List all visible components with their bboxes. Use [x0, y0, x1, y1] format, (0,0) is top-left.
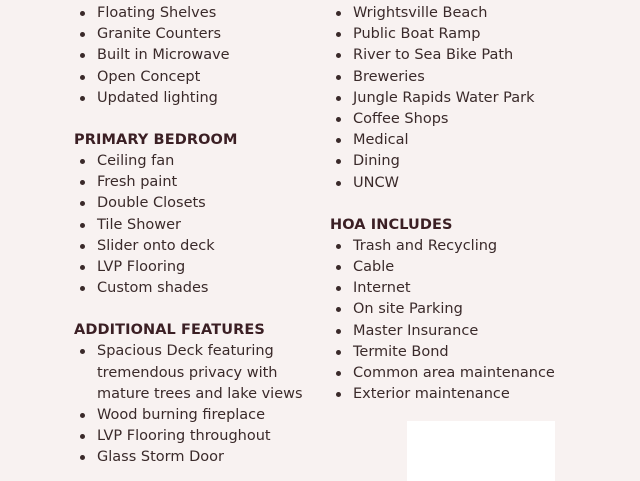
list-item: [97, 341, 324, 405]
list-item: [97, 45, 324, 66]
list-item: [353, 67, 580, 88]
nearby-amenities-list: [330, 3, 580, 194]
list-item-label: Internet: [353, 280, 411, 297]
bullet-icon: [336, 307, 341, 312]
list-item-label: Exterior maintenance: [353, 386, 510, 403]
bullet-icon: [80, 413, 85, 418]
list-item: [97, 257, 324, 278]
list-item-label: Trash and Recycling: [353, 237, 498, 254]
white-panel: [407, 421, 555, 481]
list-item: [353, 363, 580, 384]
list-item: [97, 447, 324, 468]
list-item: [97, 426, 324, 447]
list-item: [353, 257, 580, 278]
list-item-label: Granite Counters: [97, 26, 222, 43]
list-item-label: On site Parking: [353, 301, 463, 318]
list-item-label: Master Insurance: [353, 322, 479, 339]
bullet-icon: [336, 244, 341, 249]
bullet-icon: [336, 392, 341, 397]
bullet-icon: [80, 32, 85, 37]
primary-bedroom-heading: PRIMARY BEDROOM: [74, 132, 238, 149]
list-item-label: Wrightsville Beach: [353, 5, 488, 21]
bullet-icon: [80, 159, 85, 164]
bullet-icon: [80, 265, 85, 270]
bullet-icon: [80, 96, 85, 101]
list-item: [353, 278, 580, 299]
additional-features-list: [74, 341, 324, 468]
additional-features-heading: ADDITIONAL FEATURES: [74, 322, 265, 339]
list-item-label: Cable: [353, 259, 395, 276]
hoa-includes-list: [330, 236, 580, 406]
bullet-icon: [336, 350, 341, 355]
list-item: [97, 24, 324, 45]
bullet-icon: [336, 371, 341, 376]
bullet-icon: [336, 117, 341, 122]
list-item: [97, 3, 324, 24]
bullet-icon: [80, 223, 85, 228]
list-item: [353, 45, 580, 66]
list-item-label: LVP Flooring throughout: [97, 428, 271, 445]
bullet-icon: [80, 75, 85, 80]
list-item: [97, 67, 324, 88]
list-item-label: Fresh paint: [97, 174, 178, 191]
list-item: [353, 130, 580, 151]
list-item-label: Spacious Deck featuring tremendous privacy with mature trees and lake views: [97, 343, 303, 402]
list-item: [353, 88, 580, 109]
list-item-label: Tile Shower: [97, 216, 182, 233]
bullet-icon: [80, 244, 85, 249]
bullet-icon: [336, 181, 341, 186]
list-item: [97, 215, 324, 236]
list-item-label: Slider onto deck: [97, 237, 215, 254]
list-item: [97, 151, 324, 172]
list-item: [353, 3, 580, 24]
bullet-icon: [336, 75, 341, 80]
list-item: [353, 109, 580, 130]
list-item: [353, 236, 580, 257]
bullet-icon: [80, 180, 85, 185]
list-item-label: River to Sea Bike Path: [353, 47, 514, 64]
list-item: [353, 342, 580, 363]
list-item: [97, 405, 324, 426]
list-item: [97, 278, 324, 299]
bullet-icon: [336, 96, 341, 101]
list-item-label: Open Concept: [97, 68, 201, 85]
bullet-icon: [80, 201, 85, 206]
bullet-icon: [80, 53, 85, 58]
list-item: [97, 172, 324, 193]
bullet-icon: [80, 286, 85, 291]
list-item: [353, 384, 580, 405]
list-item: [353, 299, 580, 320]
list-item-label: Wood burning fireplace: [97, 407, 266, 424]
list-item-label: Double Closets: [97, 195, 206, 212]
bullet-icon: [336, 53, 341, 58]
list-item-label: Breweries: [353, 68, 425, 85]
bullet-icon: [336, 11, 341, 16]
list-item-label: Public Boat Ramp: [353, 26, 481, 43]
list-item-label: Common area maintenance: [353, 365, 555, 382]
primary-bedroom-list: [74, 151, 324, 299]
list-item-label: Medical: [353, 132, 409, 149]
list-item-label: LVP Flooring: [97, 259, 186, 276]
list-item-label: Updated lighting: [97, 89, 218, 106]
right-column: [330, 3, 580, 405]
bullet-icon: [336, 265, 341, 270]
bullet-icon: [80, 349, 85, 354]
bullet-icon: [336, 138, 341, 143]
bullet-icon: [336, 32, 341, 37]
hoa-includes-heading: HOA INCLUDES: [330, 216, 453, 233]
bullet-icon: [336, 329, 341, 334]
list-item: [353, 321, 580, 342]
list-item: [353, 173, 580, 194]
bullet-icon: [336, 159, 341, 164]
bullet-icon: [80, 434, 85, 439]
list-item-label: Built in Microwave: [97, 47, 230, 64]
kitchen-features-list: [74, 3, 324, 109]
left-column: [74, 3, 324, 469]
list-item: [97, 88, 324, 109]
list-item-label: Coffee Shops: [353, 111, 449, 128]
list-item-label: Jungle Rapids Water Park: [353, 89, 535, 106]
list-item: [353, 24, 580, 45]
list-item-label: Custom shades: [97, 280, 209, 297]
list-item-label: Ceiling fan: [97, 153, 175, 170]
list-item-label: Dining: [353, 153, 400, 170]
bullet-icon: [80, 11, 85, 16]
list-item-label: Glass Storm Door: [97, 449, 224, 466]
bullet-icon: [336, 286, 341, 291]
list-item: [97, 236, 324, 257]
list-item: [97, 193, 324, 214]
list-item-label: Termite Bond: [353, 343, 449, 360]
list-item-label: UNCW: [353, 174, 399, 191]
list-item: [353, 151, 580, 172]
list-item-label: Floating Shelves: [97, 5, 217, 21]
